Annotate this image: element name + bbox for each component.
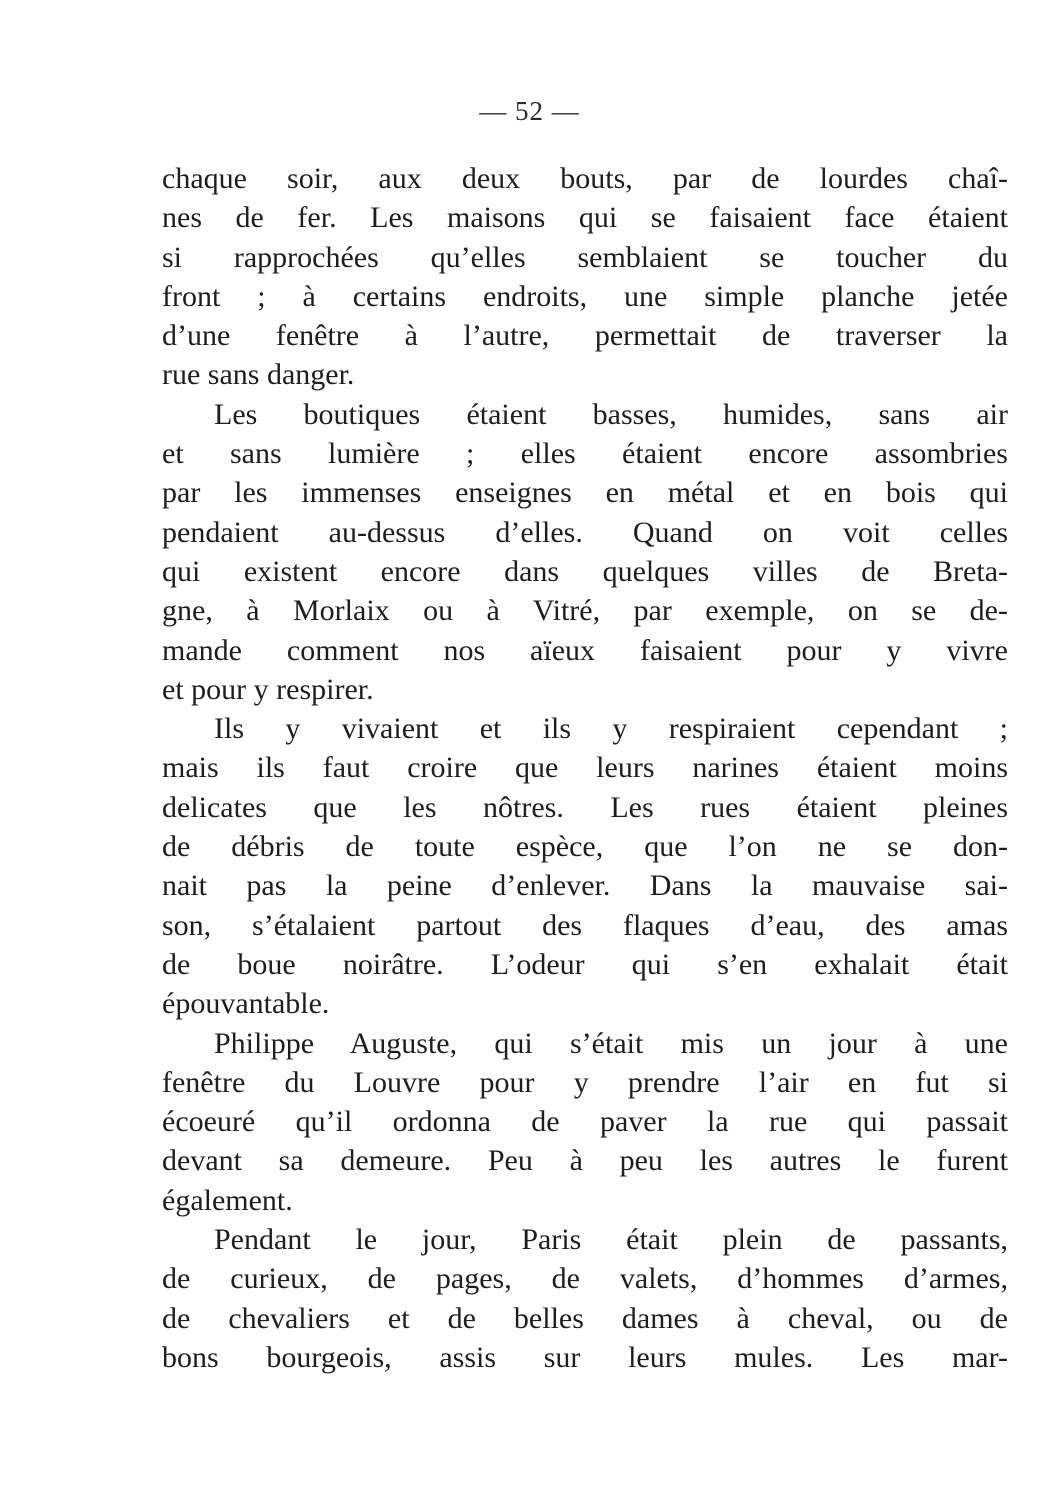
text-line: Ils y vivaient et ils y respiraient cependant ; [214, 712, 1008, 746]
text-line: gne, à Morlaix ou à Vitré, par exemple, on se de- [162, 594, 1008, 628]
text-line: de débris de toute espèce, que l’on ne se don- [162, 830, 1008, 864]
text-line: également. [162, 1183, 293, 1217]
text-line: rue sans danger. [162, 358, 355, 392]
text-line: écoeuré qu’il ordonna de paver la rue qui passait [162, 1105, 1008, 1139]
text-line: pendaient au-dessus d’elles. Quand on voit celles [162, 515, 1008, 549]
text-line: Philippe Auguste, qui s’était mis un jour à une [214, 1026, 1008, 1060]
text-line: nait pas la peine d’enlever. Dans la mauvaise sai- [162, 869, 1008, 903]
text-line: épouvantable. [162, 987, 330, 1021]
text-line: de chevaliers et de belles dames à cheval, ou de [162, 1301, 1008, 1335]
text-line: chaque soir, aux deux bouts, par de lourdes chaî- [162, 162, 1008, 195]
text-line: et sans lumière ; elles étaient encore assombries [162, 437, 1008, 471]
text-line: Pendant le jour, Paris était plein de passants, [214, 1223, 1008, 1257]
text-line: de boue noirâtre. L’odeur qui s’en exhalait était [162, 947, 1008, 981]
paragraph [162, 1220, 1008, 1377]
text-line: par les immenses enseignes en métal et en bois qui [162, 476, 1008, 510]
text-line: bons bourgeois, assis sur leurs mules. Les mar- [162, 1340, 1008, 1374]
text-line: si rapprochées qu’elles semblaient se toucher du [162, 240, 1008, 274]
text-line: delicates que les nôtres. Les rues étaient pleines [162, 790, 1008, 824]
text-line: Les boutiques étaient basses, humides, sans air [214, 397, 1008, 431]
text-line: mande comment nos aïeux faisaient pour y vivre [162, 633, 1008, 667]
text-line: et pour y respirer. [162, 672, 374, 706]
text-line: d’une fenêtre à l’autre, permettait de traverser la [162, 319, 1008, 353]
text-line: front ; à certains endroits, une simple planche jetée [162, 279, 1008, 313]
body-text [162, 159, 1008, 1377]
paragraph [162, 159, 1008, 395]
text-line: fenêtre du Louvre pour y prendre l’air en fut si [162, 1065, 1008, 1099]
text-line: son, s’étalaient partout des flaques d’eau, des amas [162, 908, 1008, 942]
paragraph [162, 1024, 1008, 1220]
paragraph [162, 709, 1008, 1023]
text-line: nes de fer. Les maisons qui se faisaient face étaient [162, 201, 1008, 235]
text-line: devant sa demeure. Peu à peu les autres le furent [162, 1144, 1008, 1178]
text-line: de curieux, de pages, de valets, d’hommes d’armes, [162, 1262, 1008, 1296]
page-number: — 52 — [479, 96, 580, 126]
paragraph [162, 395, 1008, 709]
text-line: mais ils faut croire que leurs narines étaient moins [162, 751, 1008, 785]
text-line: qui existent encore dans quelques villes de Breta- [162, 554, 1008, 588]
